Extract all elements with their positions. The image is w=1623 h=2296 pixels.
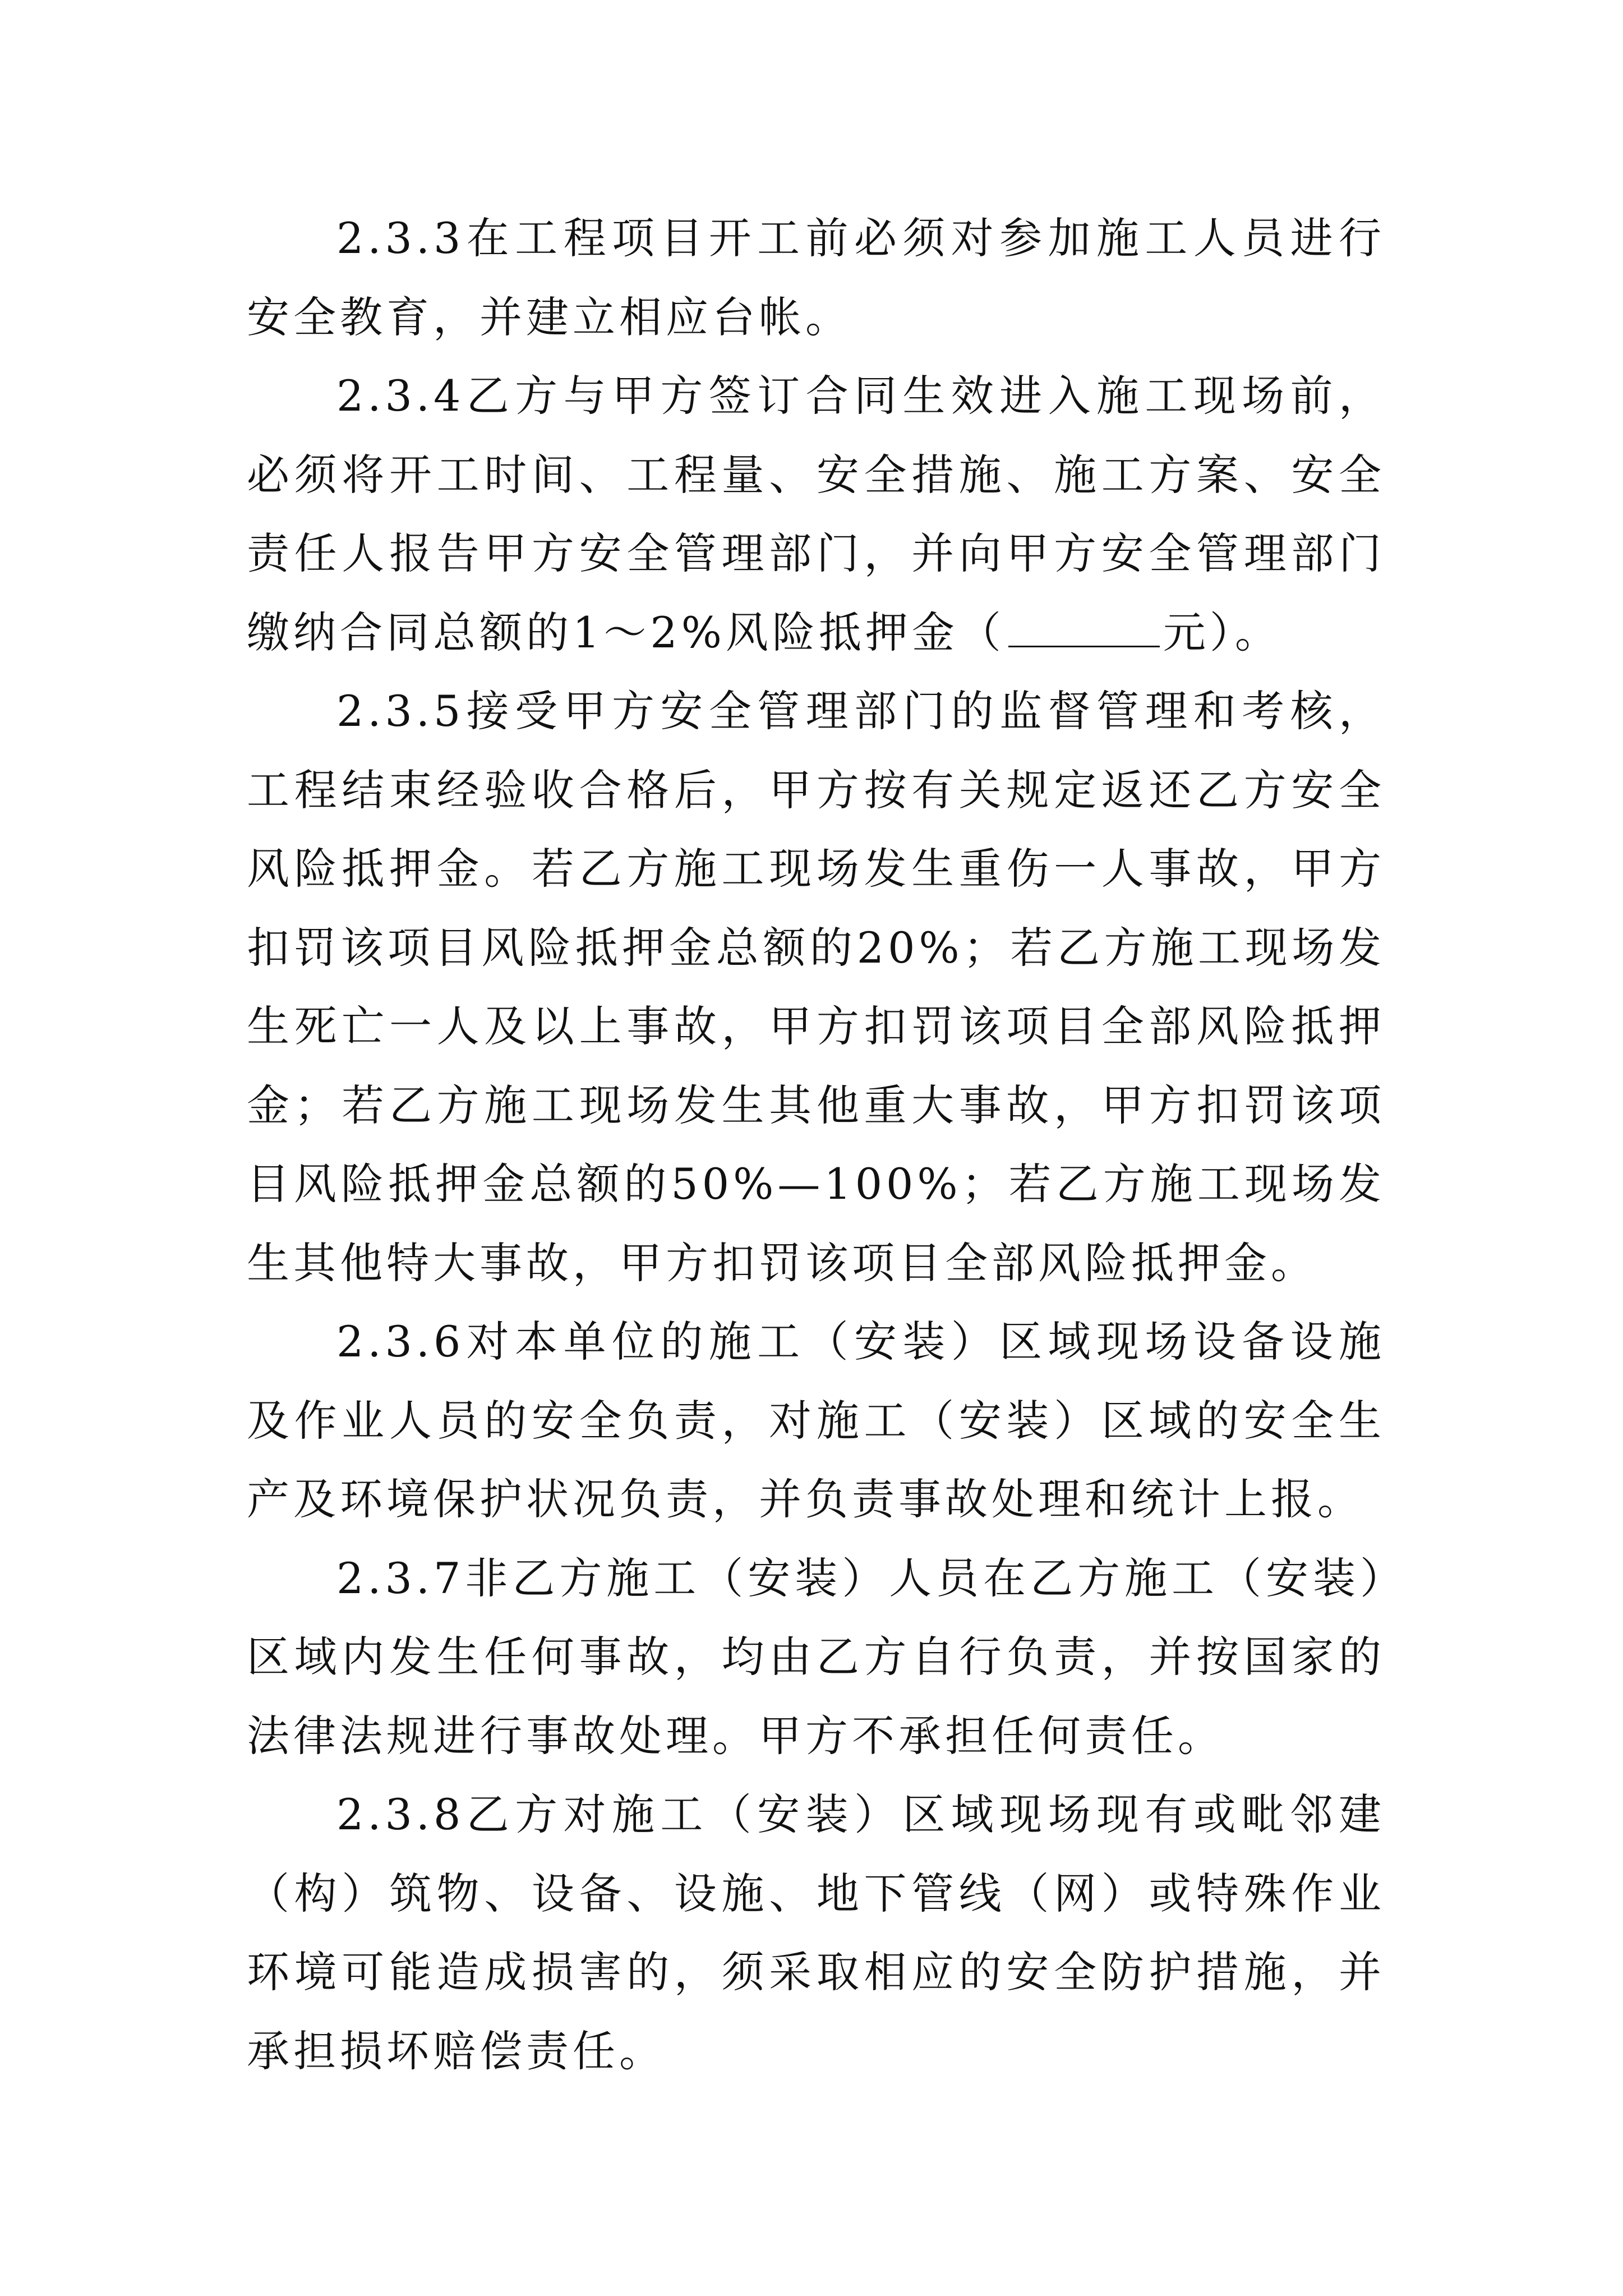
clause-2-3-3	[247, 199, 1385, 357]
clause-2-3-5-text: 2.3.5接受甲方安全管理部门的监督管理和考核，工程结束经验收合格后，甲方按有关规定返还乙方安全风险抵押金。若乙方施工现场发生重伤一人事故，甲方扣罚该项目风险抵押金总额的20%；若乙方施工现场发生死亡一人及以上事故，甲方扣罚该项目全部风险抵押金；若乙方施工现场发生其他重大事故，甲方扣罚该项目风险抵押金总额的50%—100%；若乙方施工现场发生其他特大事故，甲方扣罚该项目全部风险抵押金。	[247, 686, 1385, 1288]
clause-2-3-6-text: 2.3.6对本单位的施工（安装）区域现场设备设施及作业人员的安全负责，对施工（安装）区域的安全生产及环境保护状况负责，并负责事故处理和统计上报。	[247, 1317, 1385, 1524]
clause-2-3-4-text-end: 元）。	[1163, 607, 1281, 657]
clause-2-3-8-text: 2.3.8乙方对施工（安装）区域现场现有或毗邻建（构）筑物、设备、设施、地下管线（网）或特殊作业环境可能造成损害的，须采取相应的安全防护措施，并承担损坏赔偿责任。	[247, 1789, 1385, 2076]
clause-2-3-7	[247, 1539, 1385, 1776]
clause-2-3-4	[247, 357, 1385, 672]
clause-2-3-6	[247, 1303, 1385, 1539]
clause-2-3-7-text: 2.3.7非乙方施工（安装）人员在乙方施工（安装）区域内发生任何事故，均由乙方自行负责，并按国家的法律法规进行事故处理。甲方不承担任何责任。	[247, 1553, 1385, 1761]
deposit-amount-blank	[1008, 606, 1160, 647]
clause-2-3-5	[247, 672, 1385, 1303]
clause-2-3-8	[247, 1775, 1385, 2091]
document-body	[247, 199, 1385, 2091]
clause-2-3-3-text: 2.3.3在工程项目开工前必须对参加施工人员进行安全教育，并建立相应台帐。	[247, 213, 1385, 342]
clause-2-3-4-text: 2.3.4乙方与甲方签订合同生效进入施工现场前，必须将开工时间、工程量、安全措施、施工方案、安全责任人报告甲方安全管理部门，并向甲方安全管理部门缴纳合同总额的1～2%风险抵押金（	[247, 371, 1385, 657]
